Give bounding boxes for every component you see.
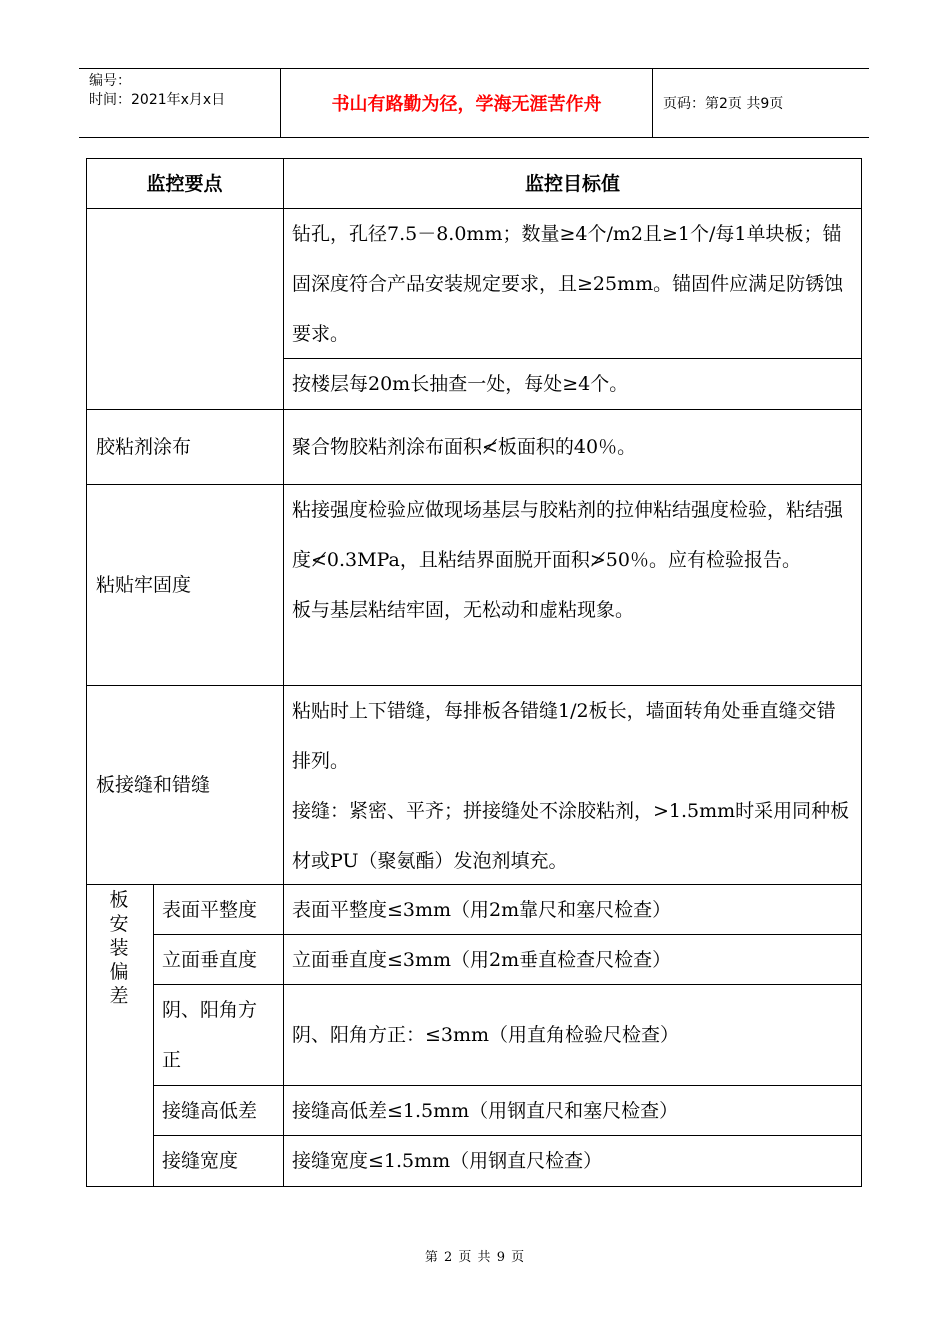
target-text: 按楼层每20m长抽查一处，每处≥4个。: [292, 373, 629, 395]
deviation-item-target: 立面垂直度≤3mm（用2m垂直检查尺检查）: [292, 949, 672, 971]
deviation-group-label-char: 差: [109, 985, 129, 1007]
column-header-point: 监控要点: [146, 172, 223, 195]
target-text: 接缝：紧密、平齐；拼接缝处不涂胶粘剂，>1.5mm时采用同种板材或PU（聚氨酯）发泡剂填充。: [292, 800, 850, 872]
row-point-joints: 板接缝和错缝: [96, 774, 211, 796]
deviation-item-name: 表面平整度: [162, 899, 258, 921]
target-text: 钻孔，孔径7.5－8.0mm；数量≥4个/m2且≥1个/每1单块板；锚固深度符合产品安装规定要求，且≥25mm。锚固件应满足防锈蚀要求。: [292, 223, 844, 345]
header-meta: [79, 69, 281, 137]
deviation-group-label-char: 装: [109, 937, 129, 959]
target-text: 粘接强度检验应做现场基层与胶粘剂的拉伸粘结强度检验，粘结强度≮0.3MPa，且粘结界面脱开面积≯50％。应有检验报告。: [292, 499, 844, 571]
deviation-item-target: [284, 985, 861, 1085]
row-point-bonding: 粘贴牢固度: [96, 574, 192, 596]
deviation-item-name: 立面垂直度: [162, 949, 258, 971]
column-header-target: 监控目标值: [524, 172, 620, 195]
deviation-group-label-char: 板: [109, 889, 129, 911]
deviation-item-target: 表面平整度≤3mm（用2m靠尺和塞尺检查）: [292, 899, 672, 921]
target-text: 阴、阳角方正：≤3mm（用直角检验尺检查）: [292, 1024, 680, 1046]
row-point-adhesive: 胶粘剂涂布: [96, 436, 192, 458]
deviation-item-name: 阴、阳角方正: [162, 999, 258, 1071]
row-target-bonding: [284, 485, 861, 685]
header-page-info: 页码：第2页 共9页: [663, 96, 784, 112]
page-header: [79, 68, 869, 138]
page-footer: 第 2 页 共 9 页: [424, 1250, 526, 1265]
deviation-group-label-char: 安: [109, 913, 129, 935]
deviation-item-name: 接缝宽度: [162, 1150, 239, 1172]
row-target-anchoring: [284, 209, 861, 358]
target-text: 板与基层粘结牢固，无松动和虚粘现象。: [292, 599, 635, 621]
target-text: 聚合物胶粘剂涂布面积≮板面积的40％。: [292, 436, 637, 458]
header-motto: 书山有路勤为径，学海无涯苦作舟: [281, 69, 653, 137]
target-text: 粘贴时上下错缝，每排板各错缝1/2板长，墙面转角处垂直缝交错排列。: [292, 700, 836, 772]
row-point-anchoring: [86, 209, 283, 409]
deviation-item-target: 接缝宽度≤1.5mm（用钢直尺检查）: [292, 1150, 603, 1172]
monitoring-table: [86, 158, 862, 1187]
document-number-label: 编号：: [89, 73, 131, 89]
document-time-label: 时间：2021年x月x日: [89, 92, 226, 108]
deviation-item-name: 接缝高低差: [162, 1100, 258, 1122]
deviation-group-label: [86, 888, 152, 1008]
deviation-group-label-char: 偏: [109, 961, 129, 983]
row-target-joints: [284, 686, 861, 884]
row-target-adhesive: [284, 410, 861, 484]
deviation-item-target: 接缝高低差≤1.5mm（用钢直尺和塞尺检查）: [292, 1100, 679, 1122]
row-target-anchoring-sampling: [284, 359, 861, 409]
